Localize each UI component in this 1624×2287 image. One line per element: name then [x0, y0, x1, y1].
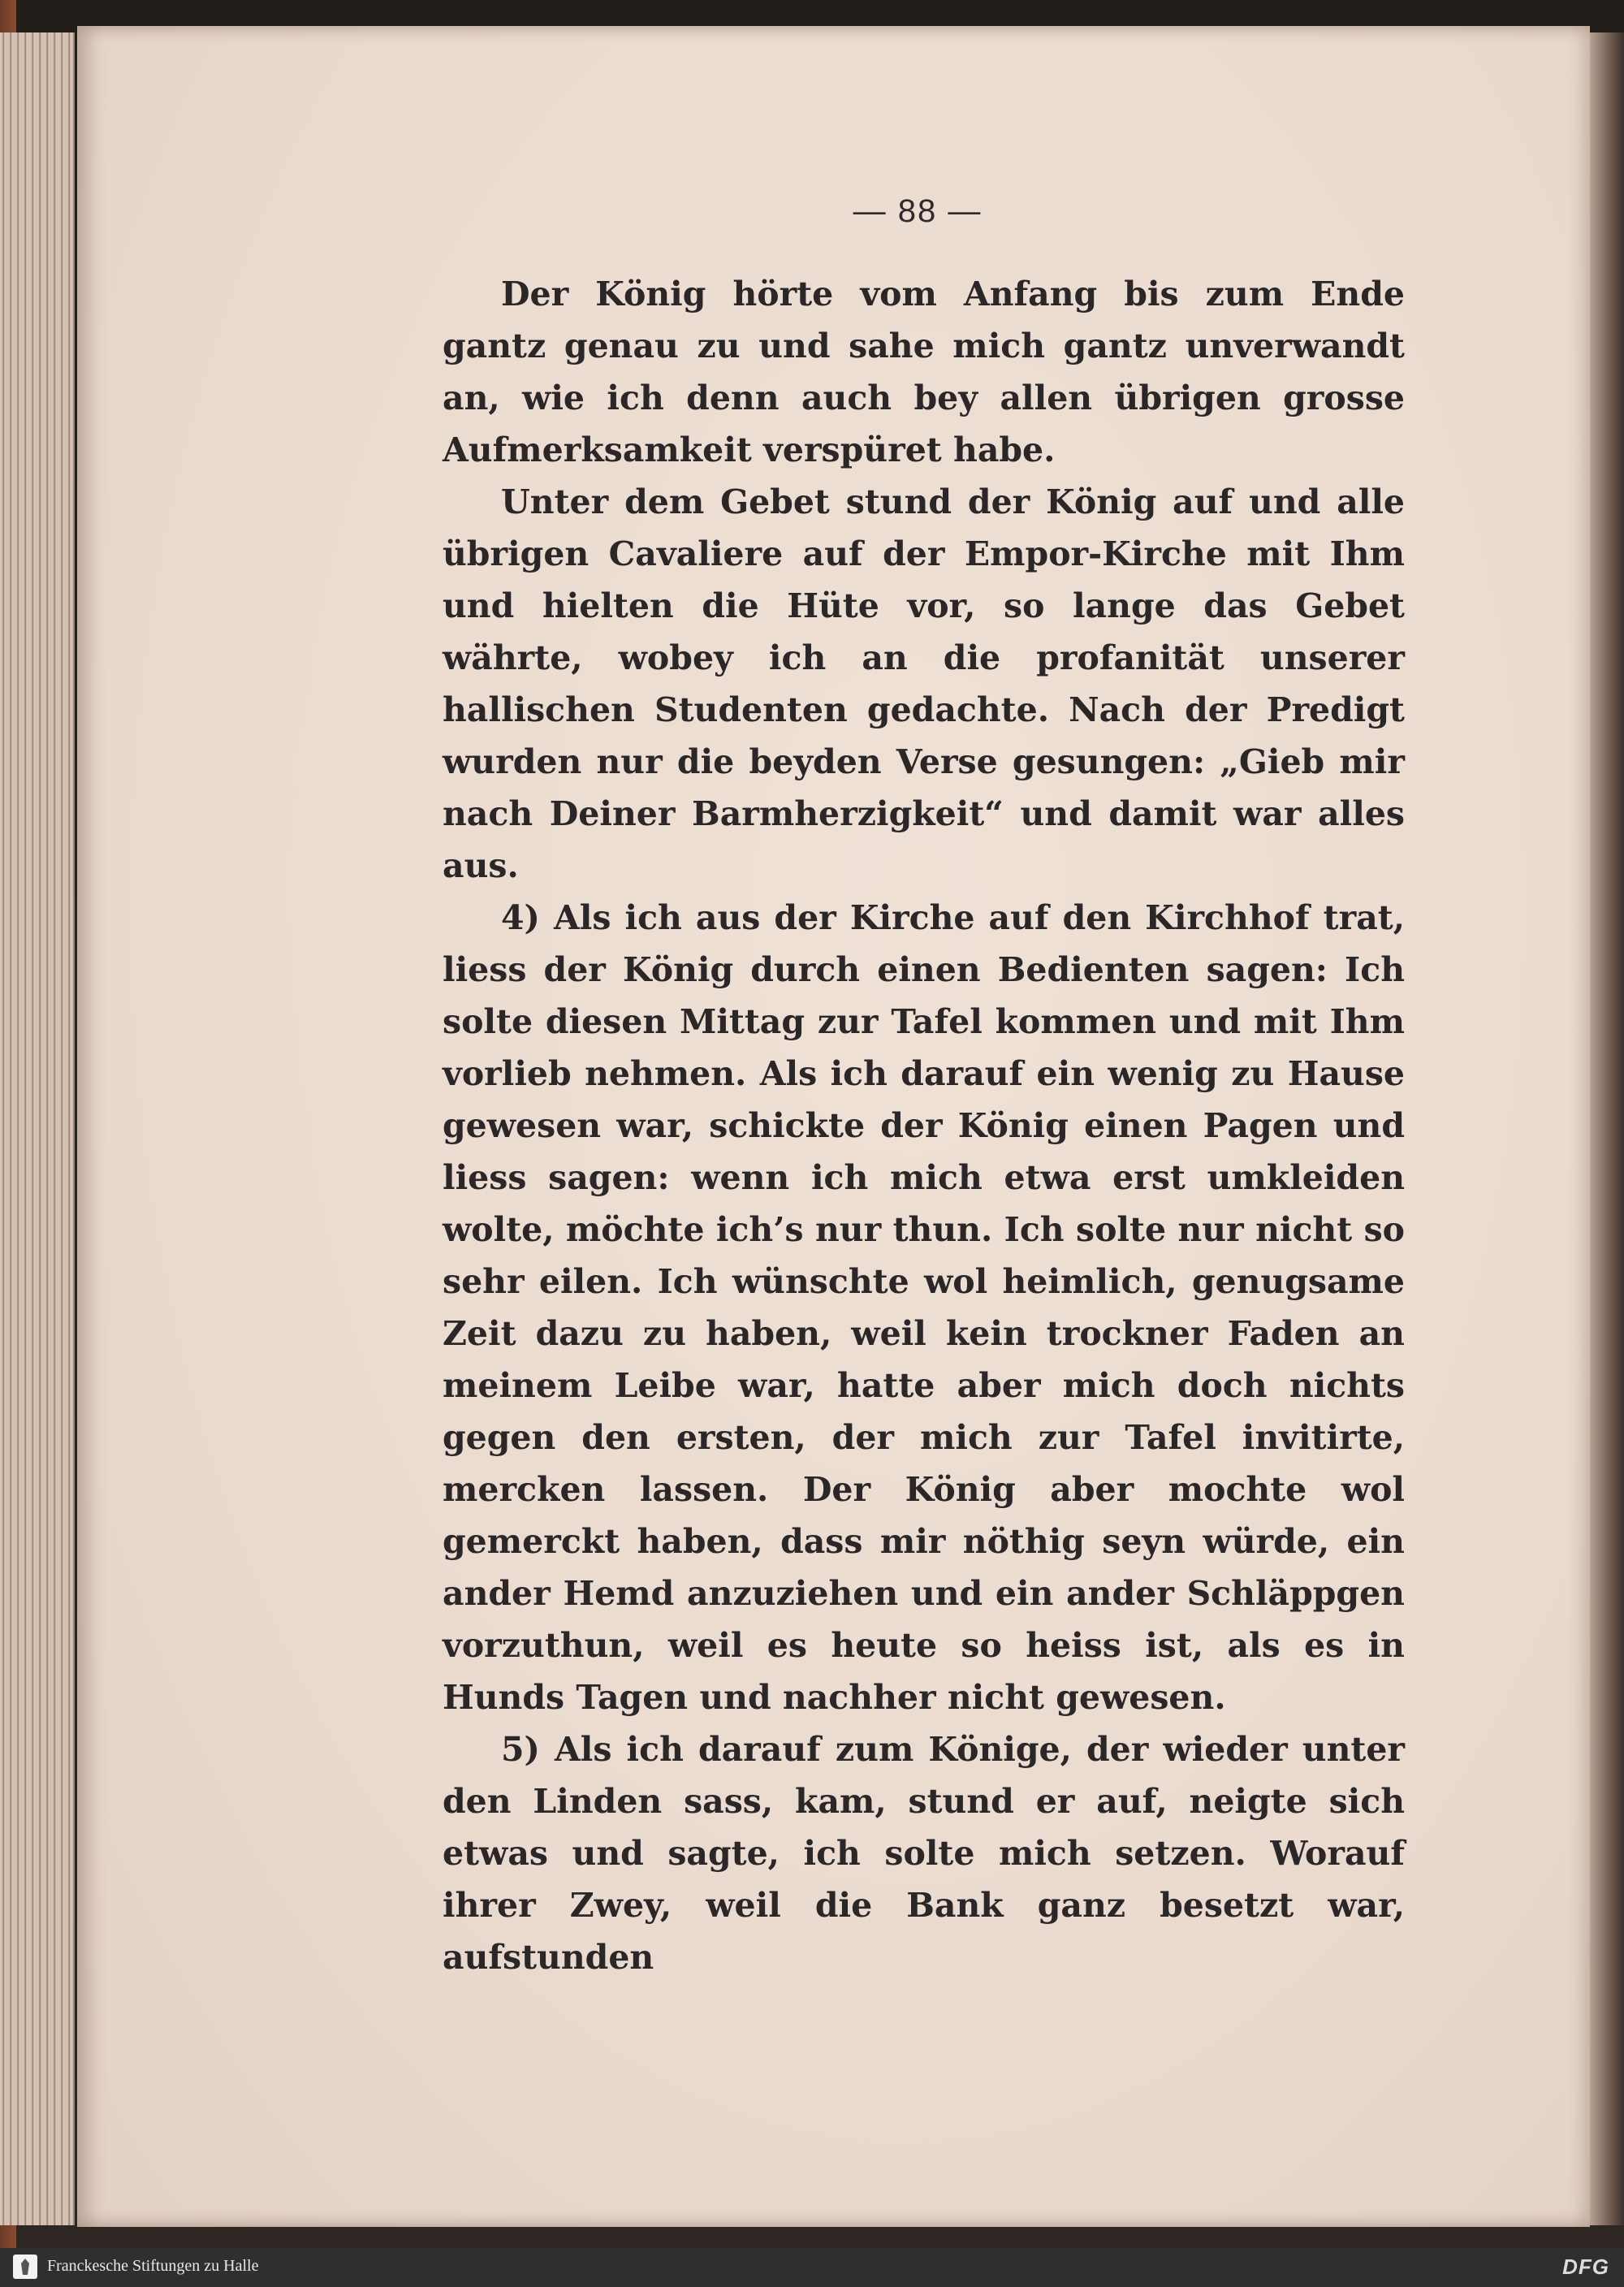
- page-number: — 88 —: [853, 193, 983, 229]
- page-gutter: [1590, 32, 1624, 2225]
- paragraph-2: Unter dem Gebet stund der König auf und alle übrigen Cavaliere auf der Empor-Kirche mit Ihm und hielten die Hüte vor, so lange das Gebet währte, wobey ich an die profanität unserer hallischen Studenten gedachte. Nach der Predigt wurden nur die beyden Verse gesungen: „Gieb mir nach Deiner Barmherzigkeit“ und damit war alles aus.: [443, 482, 1405, 885]
- institution-logo-icon: [13, 2255, 37, 2279]
- institution-name: Franckesche Stiftungen zu Halle: [47, 2257, 259, 2275]
- body-text: [443, 268, 1405, 1983]
- paragraph-4: 5) Als ich darauf zum Könige, der wieder unter den Linden sass, kam, stund er auf, neigte sich etwas und sagte, ich solte mich setzen. Worauf ihrer Zwey, weil die Bank ganz besetzt war, aufstunden: [443, 1730, 1405, 1977]
- paragraph-3: 4) Als ich aus der Kirche auf den Kirchhof trat, liess der König durch einen Bedienten sagen: Ich solte diesen Mittag zur Tafel kommen und mit Ihm vorlieb nehmen. Als ich darauf ein wenig zu Hause gewesen war, schickte der König einen Pagen und liess sagen: wenn ich mich etwa erst umkleiden wolte, möchte ich’s nur thun. Ich solte nur nicht so sehr eilen. Ich wünschte wol heimlich, genugsame Zeit dazu zu haben, weil kein trockner Faden an meinem Leibe war, hatte aber mich doch nichts gegen den ersten, der mich zur Tafel invitirte, mercken lassen. Der König aber mochte wol gemerckt haben, dass mir nöthig seyn würde, ein ander Hemd anzuziehen und ein ander Schläppgen vorzuthun, weil es heute so heiss ist, als es in Hunds Tagen und nachher nicht gewesen.: [443, 898, 1405, 1717]
- page-stack-edges: [0, 32, 75, 2225]
- funder-logo: DFG: [1562, 2255, 1609, 2279]
- viewer-footer: [0, 2248, 1624, 2287]
- paragraph-1: Der König hörte vom Anfang bis zum Ende gantz genau zu und sahe mich gantz unverwandt an, wie ich denn auch bey allen übrigen grosse Aufmerksamkeit verspüret habe.: [443, 275, 1405, 469]
